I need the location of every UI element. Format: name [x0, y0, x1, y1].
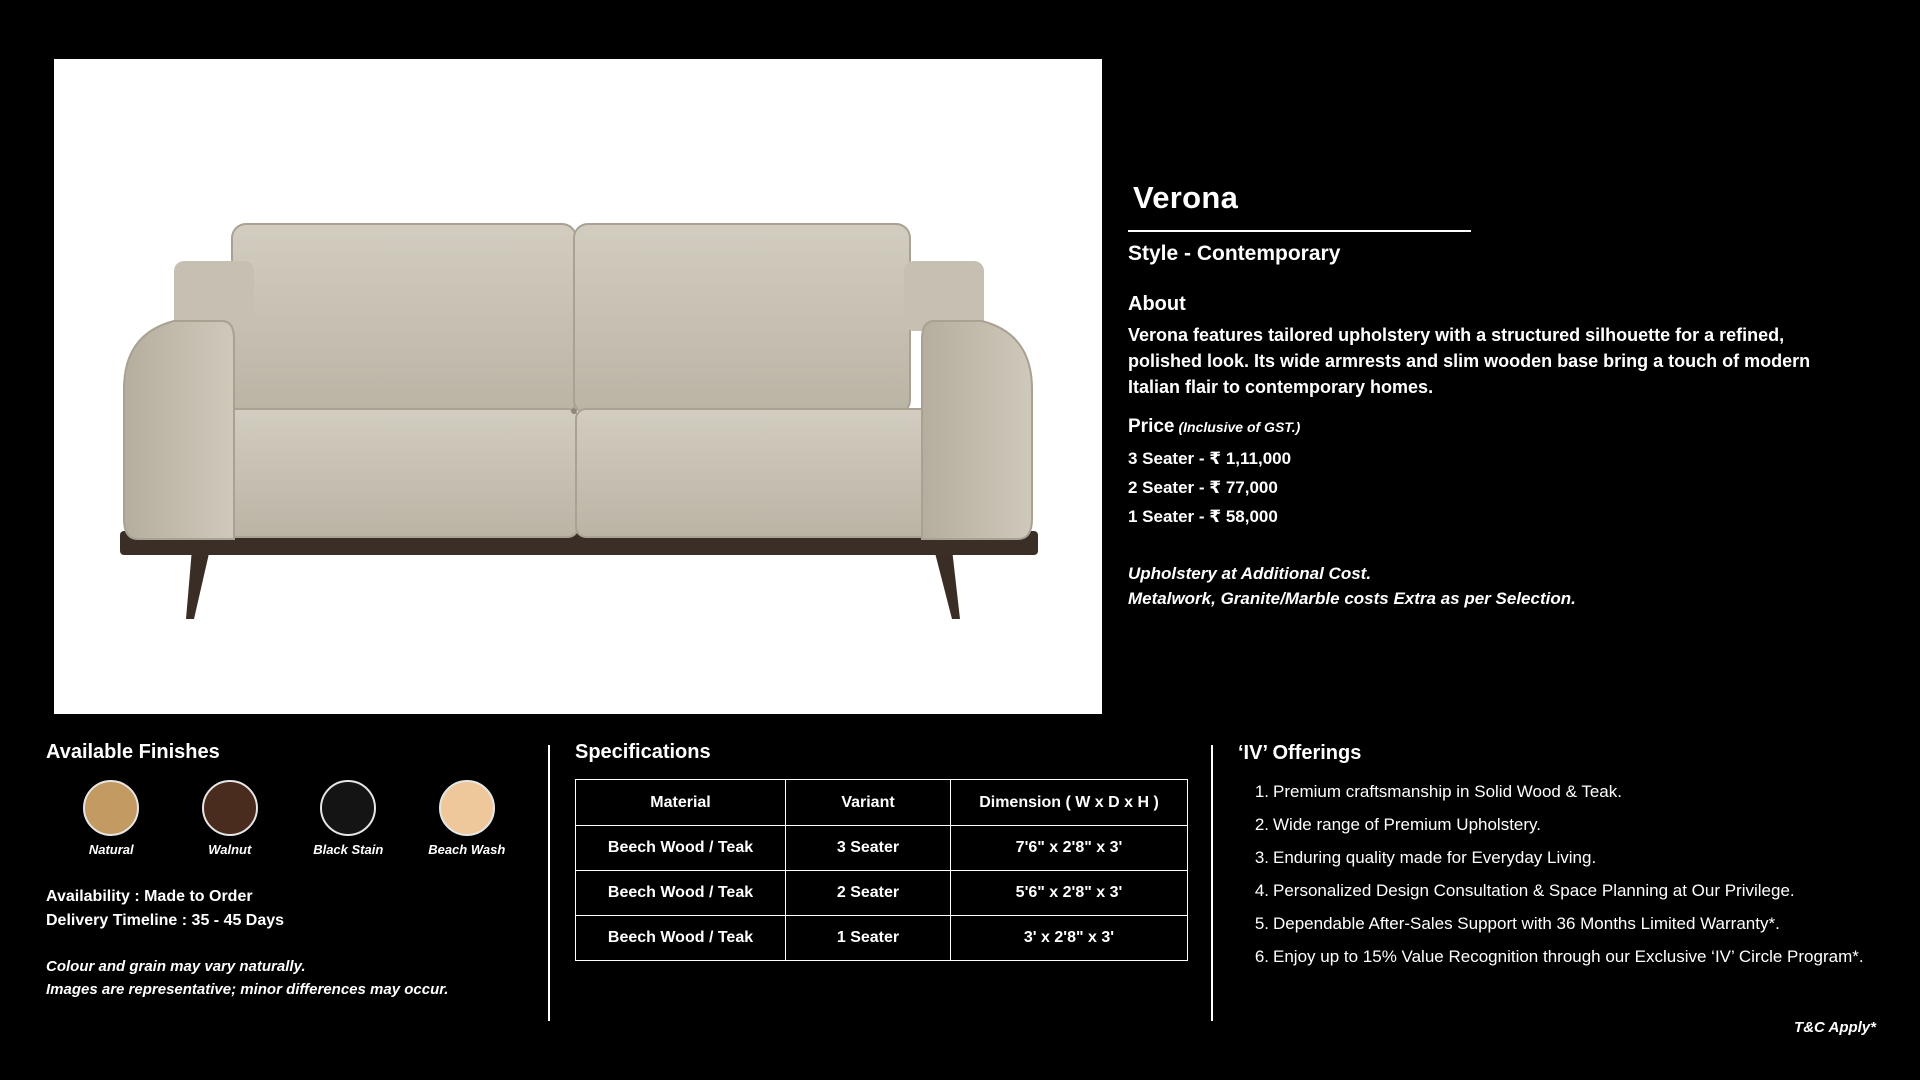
list-item: 4. Personalized Design Consultation & Space Planning at Our Privilege.	[1253, 874, 1898, 907]
list-item: 2. Wide range of Premium Upholstery.	[1253, 808, 1898, 841]
section-divider	[548, 745, 550, 1021]
table-cell: 5'6" x 2'8" x 3'	[951, 871, 1188, 916]
delivery-timeline: Delivery Timeline : 35 - 45 Days	[46, 912, 285, 929]
sofa-illustration	[54, 59, 1102, 714]
price-note: (Inclusive of GST.)	[1178, 419, 1301, 435]
column-header: Material	[576, 780, 786, 826]
table-cell: Beech Wood / Teak	[576, 871, 786, 916]
column-header: Variant	[786, 780, 951, 826]
specifications-heading: Specifications	[575, 741, 711, 763]
finish-swatch-beach-wash	[408, 780, 527, 857]
table-cell: Beech Wood / Teak	[576, 826, 786, 871]
swatch-circle	[202, 780, 258, 836]
product-title: Verona	[1133, 180, 1239, 215]
swatch-label: Natural	[88, 842, 134, 857]
availability-text: Availability : Made to Order	[46, 888, 253, 905]
swatch-label: Beach Wash	[428, 842, 506, 857]
finish-swatch-black-stain	[289, 780, 408, 857]
offering-text: Enjoy up to 15% Value Recognition through our Exclusive ‘IV’ Circle Program*.	[1273, 947, 1864, 966]
offering-text: Enduring quality made for Everyday Living.	[1273, 848, 1597, 867]
table-row	[576, 916, 1188, 961]
table-cell: 1 Seater	[786, 916, 951, 961]
offering-text: Personalized Design Consultation & Space Planning at Our Privilege.	[1273, 881, 1795, 900]
offering-text: Wide range of Premium Upholstery.	[1273, 815, 1542, 834]
offerings-section	[1238, 742, 1898, 973]
finish-swatches	[52, 780, 526, 857]
disclaimer	[46, 955, 526, 1001]
product-style: Style - Contemporary	[1128, 242, 1341, 265]
list-item: 6. Enjoy up to 15% Value Recognition through our Exclusive ‘IV’ Circle Program*.	[1253, 940, 1898, 973]
finishes-heading: Available Finishes	[46, 741, 220, 763]
disclaimer-line: Colour and grain may vary naturally.	[46, 958, 306, 975]
swatch-circle	[320, 780, 376, 836]
table-cell: 3 Seater	[786, 826, 951, 871]
list-item: 5. Dependable After-Sales Support with 36 Months Limited Warranty*.	[1253, 907, 1898, 940]
price-item-3-seater: 3 Seater - ₹ 1,11,000	[1128, 449, 1292, 468]
terms-note: T&C Apply*	[1794, 1019, 1876, 1036]
product-info	[1128, 180, 1828, 611]
offerings-heading: ‘IV’ Offerings	[1238, 742, 1362, 764]
table-cell: Beech Wood / Teak	[576, 916, 786, 961]
disclaimer-line: Images are representative; minor differences may occur.	[46, 981, 449, 998]
price-item-2-seater: 2 Seater - ₹ 77,000	[1128, 478, 1278, 497]
finish-swatch-natural	[52, 780, 171, 857]
availability-info	[46, 885, 526, 933]
swatch-label: Black Stain	[313, 842, 384, 857]
table-row	[576, 826, 1188, 871]
swatch-circle	[83, 780, 139, 836]
title-underline	[1128, 230, 1471, 232]
extra-note: Upholstery at Additional Cost.	[1128, 564, 1372, 583]
offering-text: Dependable After-Sales Support with 36 Months Limited Warranty*.	[1273, 914, 1780, 933]
table-cell: 3' x 2'8" x 3'	[951, 916, 1188, 961]
section-divider	[1211, 745, 1213, 1021]
offering-text: Premium craftsmanship in Solid Wood & Teak.	[1273, 782, 1622, 801]
extra-cost-notes	[1128, 561, 1828, 611]
specifications-section	[575, 741, 1195, 961]
table-cell: 2 Seater	[786, 871, 951, 916]
finish-swatch-walnut	[171, 780, 290, 857]
extra-note: Metalwork, Granite/Marble costs Extra as per Selection.	[1128, 589, 1576, 608]
product-image	[54, 59, 1102, 714]
list-item: 3. Enduring quality made for Everyday Living.	[1253, 841, 1898, 874]
specifications-table	[575, 779, 1188, 961]
table-row	[576, 871, 1188, 916]
offerings-list	[1253, 775, 1898, 973]
about-text: Verona features tailored upholstery with a structured silhouette for a refined, polished look. Its wide armrests and slim wooden base bring a touch of modern Italian flair to contemporary homes.	[1128, 325, 1811, 397]
list-item: 1. Premium craftsmanship in Solid Wood & Teak.	[1253, 775, 1898, 808]
price-label: Price	[1128, 416, 1175, 437]
price-item-1-seater: 1 Seater - ₹ 58,000	[1128, 507, 1278, 526]
table-header-row	[576, 780, 1188, 826]
column-header: Dimension ( W x D x H )	[951, 780, 1188, 826]
swatch-label: Walnut	[208, 842, 252, 857]
price-heading	[1128, 416, 1828, 438]
finishes-section	[46, 741, 526, 1001]
table-cell: 7'6" x 2'8" x 3'	[951, 826, 1188, 871]
swatch-circle	[439, 780, 495, 836]
price-list	[1128, 444, 1828, 531]
about-heading: About	[1128, 293, 1186, 315]
